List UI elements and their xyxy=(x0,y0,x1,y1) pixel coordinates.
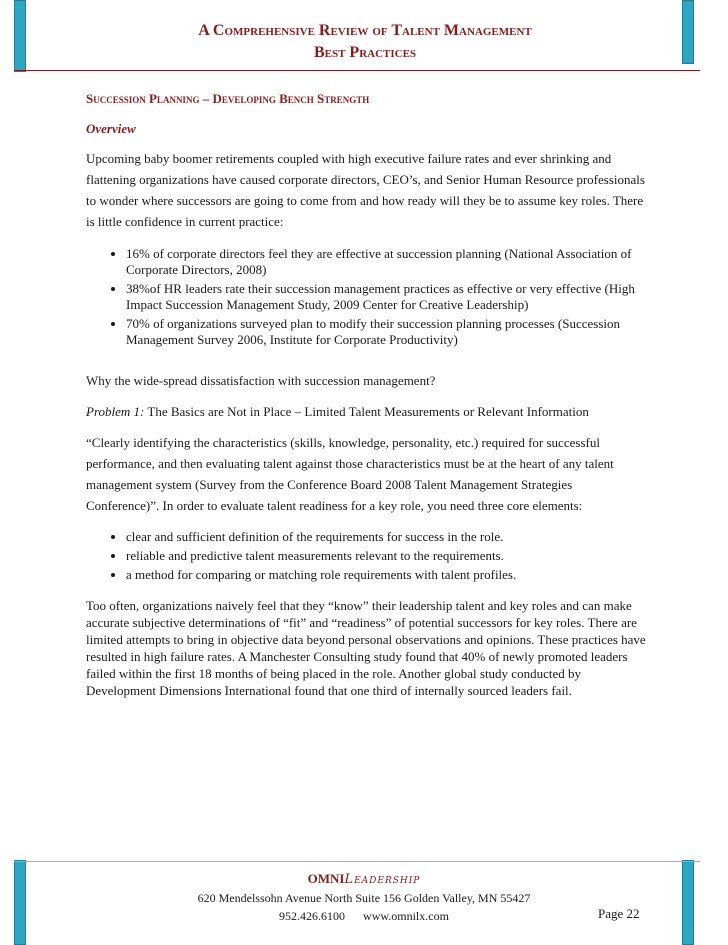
header-divider xyxy=(14,70,700,71)
list-item: • clear and sufficient definition of the requirements for success in the role. xyxy=(126,528,646,545)
brand-suffix: Leadership xyxy=(344,872,421,887)
closing-paragraph: Too often, organizations naively feel that they “know” their leadership talent and key roles and can make accurate subjective determinations of “fit” and “readiness” of potential successors for key roles. There are limited attempts to bring in objective data beyond personal observations and opinions. These practices have resulted in high failure rates. A Manchester Consulting study found that 40% of newly promoted leaders failed within the first 18 months of being placed in the role. Another global study conducted by Development Dimensions International found that one third of internally sourced leaders fail. xyxy=(86,598,646,698)
header-title-line2: Best Practices xyxy=(313,44,417,61)
problem-paragraph xyxy=(86,401,646,422)
list-item: • 16% of corporate directors feel they are effective at succession planning (National Association of Corporate Directors, 2008) xyxy=(126,246,646,278)
footer-phone: 952.426.6100 xyxy=(279,909,346,923)
overview-heading: Overview xyxy=(86,121,136,136)
problem-text: The Basics are Not in Place – Limited Talent Measurements or Relevant Information xyxy=(144,404,589,419)
page-number: Page 22 xyxy=(598,906,640,921)
brand-prefix: OMNI xyxy=(307,871,345,886)
intro-paragraph: Upcoming baby boomer retirements coupled with high executive failure rates and ever shrinking and flattening organizations have caused corporate directors, CEO’s, and Senior Human Resource professionals to wonder where successors are going to come from and how ready will they be to assume key roles. There is little confidence in current practice: xyxy=(86,151,645,229)
document-body xyxy=(86,88,646,709)
header-title-line1: A Comprehensive Review of Talent Management xyxy=(198,22,532,39)
stats-list xyxy=(86,246,646,348)
footer-website[interactable]: www.omnilx.com xyxy=(363,909,449,923)
quote-paragraph: “Clearly identifying the characteristics (skills, knowledge, personality, etc.) required for successful performance, and then evaluating talent against those characteristics must be at the heart of any talent management system (Survey from the Conference Board 2008 Talent Management Strategies Conference)”. In order to evaluate talent readiness for a key role, you need three core elements: xyxy=(86,435,614,513)
list-item: • a method for comparing or matching role requirements with talent profiles. xyxy=(126,566,646,583)
elements-list xyxy=(86,528,646,583)
footer-divider xyxy=(14,861,700,862)
question-paragraph: Why the wide-spread dissatisfaction with succession management? xyxy=(86,373,436,388)
list-item: • 70% of organizations surveyed plan to modify their succession planning processes (Succession Management Survey 2006, Institute for Corporate Productivity) xyxy=(126,316,646,348)
problem-label: Problem 1: xyxy=(86,404,145,419)
list-item: • 38%of HR leaders rate their succession management practices as effective or very effective (High Impact Succession Management Study, 2009 Center for Creative Leadership) xyxy=(126,281,646,313)
corner-bar-top-right xyxy=(682,0,694,64)
footer-brand-logo xyxy=(0,870,728,889)
footer-address: 620 Mendelssohn Avenue North Suite 156 Golden Valley, MN 55427 xyxy=(197,891,531,905)
section-title: Succession Planning – Developing Bench Strength xyxy=(86,91,370,106)
list-item: • reliable and predictive talent measurements relevant to the requirements. xyxy=(126,547,646,564)
corner-bar-top-left xyxy=(14,0,26,72)
page-header xyxy=(60,20,670,64)
